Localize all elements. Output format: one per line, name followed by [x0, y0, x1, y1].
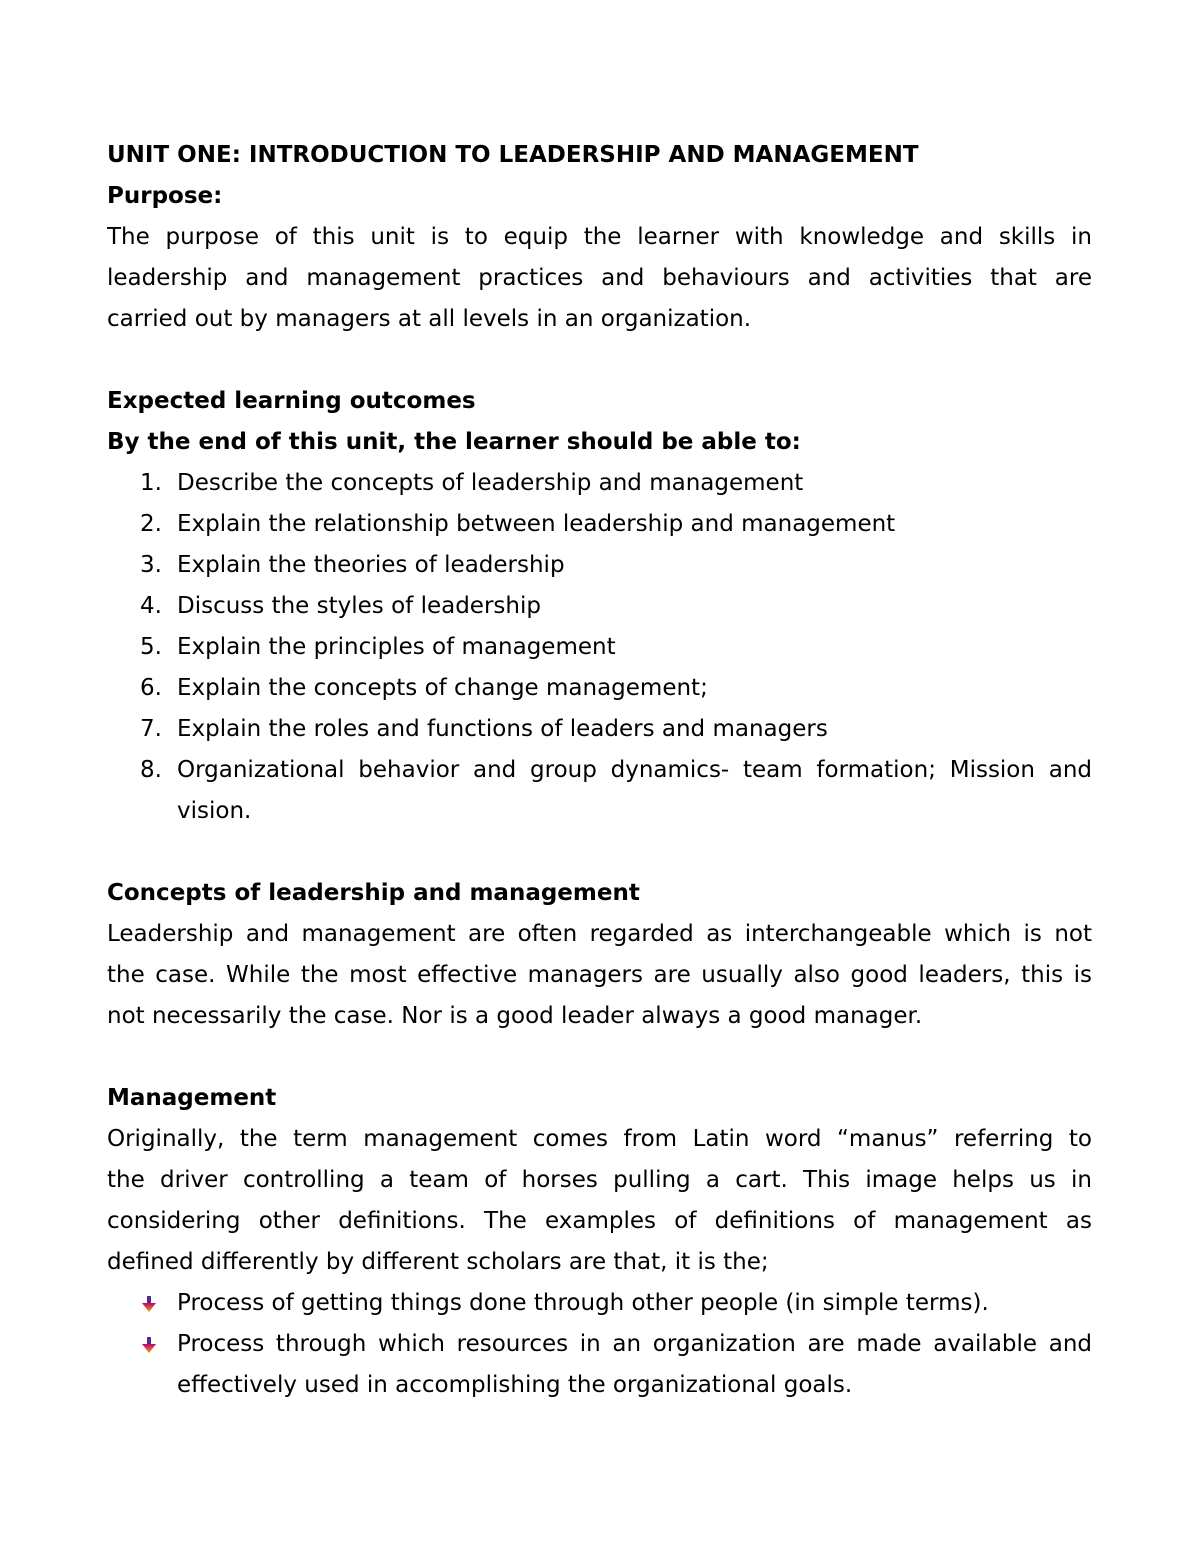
purpose-line: carried out by managers at all levels in an organization.	[107, 306, 752, 332]
concepts-line: Leadership and management are often regarded as interchangeable which is not	[107, 921, 1092, 947]
outcomes-intro: By the end of this unit, the learner should be able to:	[107, 429, 801, 455]
management-line: defined differently by different scholars are that, it is the;	[107, 1249, 769, 1275]
purpose-line: leadership and management practices and behaviours and activities that are	[107, 265, 1092, 291]
list-number: 2.	[140, 511, 162, 537]
list-number: 1.	[140, 470, 162, 496]
list-number: 4.	[140, 593, 162, 619]
list-item	[107, 545, 1092, 586]
purpose-line: The purpose of this unit is to equip the learner with knowledge and skills in	[107, 224, 1092, 250]
bullet-item	[107, 1324, 1092, 1365]
list-item-text: Describe the concepts of leadership and management	[177, 470, 804, 496]
concepts-line: the case. While the most effective managers are usually also good leaders, this is	[107, 962, 1092, 988]
management-line: the driver controlling a team of horses pulling a cart. This image helps us in	[107, 1167, 1092, 1193]
list-number: 7.	[140, 716, 162, 742]
management-line: Originally, the term management comes from Latin word “manus” referring to	[107, 1126, 1092, 1152]
bullet-item	[107, 1283, 1092, 1324]
list-item	[107, 750, 1092, 791]
list-item-text: Discuss the styles of leadership	[177, 593, 541, 619]
list-item	[107, 709, 1092, 750]
concepts-line: not necessarily the case. Nor is a good leader always a good manager.	[107, 1003, 923, 1029]
list-item	[107, 627, 1092, 668]
page-title: UNIT ONE: INTRODUCTION TO LEADERSHIP AND MANAGEMENT	[107, 142, 919, 168]
outcomes-heading: Expected learning outcomes	[107, 388, 476, 414]
list-number: 5.	[140, 634, 162, 660]
purpose-heading: Purpose:	[107, 183, 223, 209]
list-item	[107, 463, 1092, 504]
list-item	[107, 586, 1092, 627]
list-item-text: Organizational behavior and group dynamics- team formation; Mission and	[177, 757, 1092, 783]
list-item-text: Explain the concepts of change management;	[177, 675, 708, 701]
management-heading: Management	[107, 1085, 277, 1111]
document-page	[107, 135, 1092, 1406]
list-item-continuation: vision.	[177, 798, 252, 824]
list-item-text: Explain the roles and functions of leaders and managers	[177, 716, 828, 742]
list-item-text: Explain the theories of leadership	[177, 552, 565, 578]
concepts-heading: Concepts of leadership and management	[107, 880, 640, 906]
list-item	[107, 504, 1092, 545]
arrow-down-bullet-icon	[140, 1295, 158, 1313]
bullet-continuation: effectively used in accomplishing the organizational goals.	[177, 1372, 853, 1398]
list-item-text: Explain the principles of management	[177, 634, 616, 660]
list-number: 6.	[140, 675, 162, 701]
bullet-text: Process of getting things done through other people (in simple terms).	[177, 1290, 989, 1316]
list-item-text: Explain the relationship between leadership and management	[177, 511, 896, 537]
arrow-down-bullet-icon	[140, 1336, 158, 1354]
bullet-text: Process through which resources in an organization are made available and	[177, 1331, 1092, 1357]
management-line: considering other definitions. The examples of definitions of management as	[107, 1208, 1092, 1234]
list-number: 3.	[140, 552, 162, 578]
list-item	[107, 668, 1092, 709]
list-number: 8.	[140, 757, 162, 783]
